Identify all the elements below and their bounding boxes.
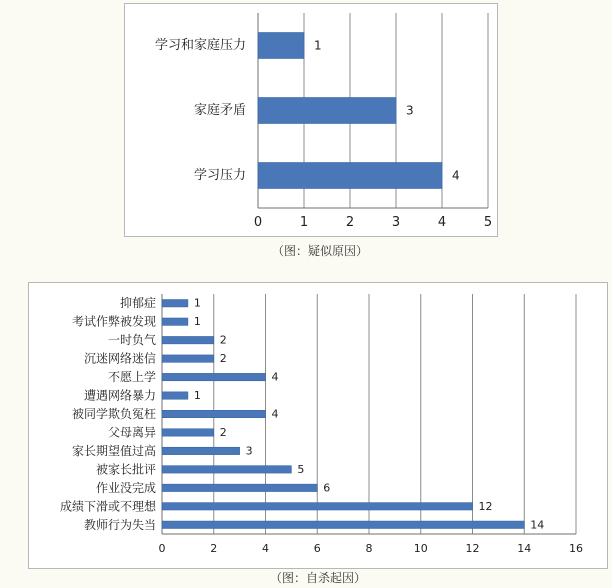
- chart1-category-label-8: 家长期望值过高: [71, 443, 156, 458]
- chart1-value-label-3: 2: [219, 352, 227, 366]
- chart1-category-label-9: 被家长批评: [95, 462, 156, 477]
- chart1-bar-10: [162, 484, 317, 491]
- chart-suicide-causes: [28, 282, 608, 569]
- chart0-category-label-1: 家庭矛盾: [193, 103, 246, 118]
- chart1-value-label-6: 4: [271, 407, 279, 421]
- chart1-x-tick-label: 8: [365, 542, 373, 555]
- chart1-value-label-8: 3: [245, 444, 253, 458]
- caption-suspected-causes: （图：疑似原因）: [272, 244, 369, 258]
- chart1-bar-7: [162, 429, 214, 436]
- chart-suicide-causes-svg: [29, 283, 607, 568]
- chart0-bar-2: [258, 163, 442, 189]
- chart1-bar-0: [162, 300, 188, 307]
- chart1-bar-8: [162, 447, 240, 454]
- chart-suspected-causes-svg: [125, 4, 497, 236]
- chart0-category-label-2: 学习压力: [193, 168, 246, 183]
- chart1-x-tick-label: 14: [517, 542, 532, 555]
- chart1-bar-4: [162, 373, 266, 380]
- chart1-x-tick-label: 2: [210, 542, 218, 555]
- chart1-category-label-7: 父母离异: [107, 425, 156, 440]
- chart1-bar-2: [162, 336, 214, 343]
- chart1-value-label-1: 1: [193, 315, 201, 329]
- chart1-value-label-10: 6: [323, 481, 331, 495]
- chart0-x-tick-label: 2: [345, 215, 355, 230]
- chart1-value-label-11: 12: [478, 499, 493, 513]
- chart0-x-tick-label: 1: [299, 215, 309, 230]
- chart0-x-tick-label: 0: [253, 215, 263, 230]
- chart1-category-label-6: 被同学欺负冤枉: [71, 407, 156, 421]
- chart0-x-tick-label: 5: [483, 215, 493, 230]
- chart0-bar-1: [258, 98, 396, 124]
- chart1-category-label-12: 教师行为失当: [83, 517, 156, 532]
- chart0-value-label-2: 4: [452, 168, 460, 183]
- chart1-category-label-5: 遭遇网络暴力: [83, 388, 156, 403]
- chart1-x-tick-label: 12: [465, 542, 480, 555]
- chart0-value-label-0: 1: [314, 38, 322, 53]
- chart1-bar-1: [162, 318, 188, 325]
- caption-suicide-causes: （图：自杀起因）: [270, 571, 367, 585]
- chart1-x-tick-label: 16: [569, 542, 583, 555]
- chart1-category-label-3: 沉迷网络迷信: [83, 351, 156, 366]
- chart1-value-label-0: 1: [193, 296, 201, 310]
- chart0-x-tick-label: 4: [437, 215, 447, 230]
- chart-suspected-causes: [124, 3, 498, 237]
- chart1-x-tick-label: 0: [158, 542, 166, 555]
- chart1-bar-5: [162, 392, 188, 399]
- chart1-category-label-4: 不愿上学: [107, 370, 156, 385]
- chart1-category-label-10: 作业没完成: [95, 480, 156, 495]
- chart1-value-label-5: 1: [193, 389, 201, 403]
- chart1-bar-12: [162, 521, 524, 528]
- chart1-bar-6: [162, 410, 266, 417]
- chart0-category-label-0: 学习和家庭压力: [154, 38, 246, 53]
- chart1-category-label-1: 考试作弊被发现: [71, 314, 156, 329]
- chart1-value-label-9: 5: [297, 462, 305, 476]
- chart0-value-label-1: 3: [406, 103, 414, 118]
- chart0-bar-0: [258, 33, 304, 59]
- chart1-value-label-12: 14: [530, 518, 545, 532]
- chart1-x-tick-label: 6: [313, 542, 321, 555]
- chart1-value-label-4: 4: [271, 370, 279, 384]
- chart1-x-tick-label: 4: [262, 542, 269, 555]
- chart1-value-label-7: 2: [219, 425, 227, 439]
- chart1-value-label-2: 2: [219, 333, 227, 347]
- chart1-x-tick-label: 10: [413, 542, 428, 555]
- chart1-category-label-2: 一时负气: [107, 333, 156, 348]
- chart1-category-label-0: 抑郁症: [119, 296, 156, 311]
- chart1-bar-9: [162, 466, 291, 473]
- chart0-x-tick-label: 3: [391, 215, 401, 230]
- chart1-bar-11: [162, 503, 473, 510]
- chart1-category-label-11: 成绩下滑或不理想: [59, 499, 156, 514]
- chart1-bar-3: [162, 355, 214, 362]
